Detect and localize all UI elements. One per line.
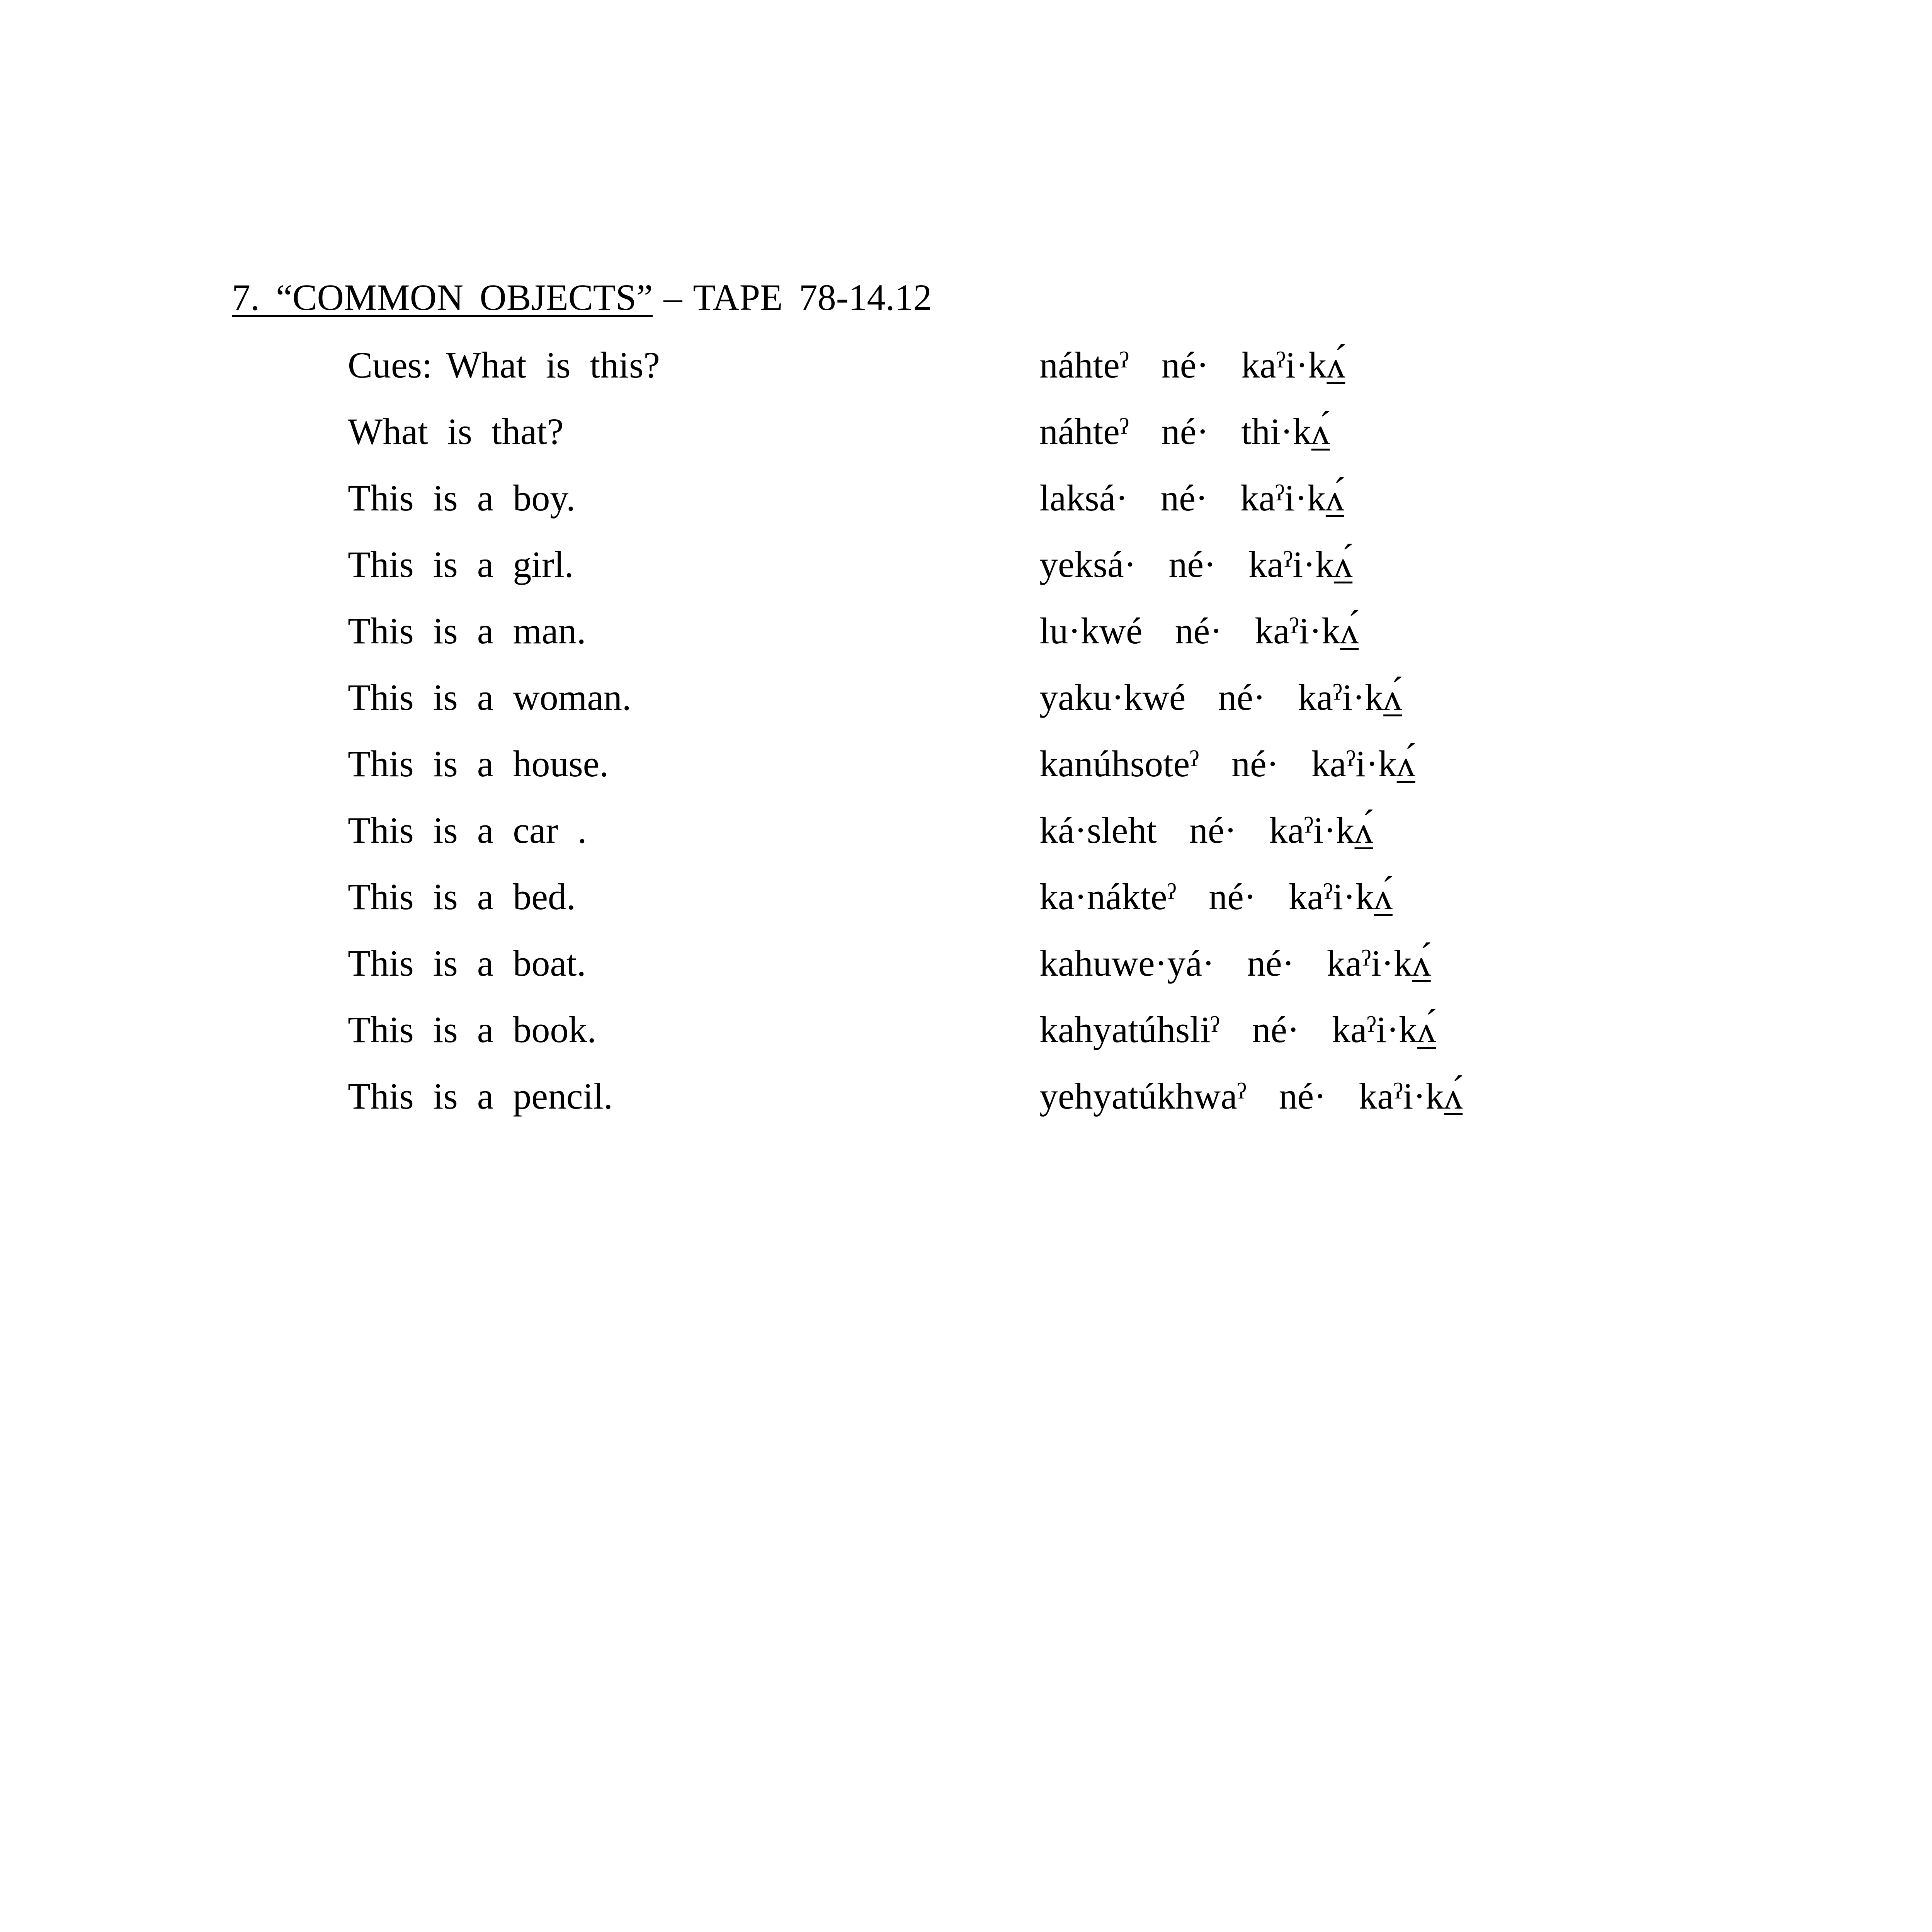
underlined-vowel: ʌ́ [1334, 544, 1353, 585]
lesson-title: “COMMON OBJECTS” [276, 277, 653, 318]
underlined-vowel: ʌ́ [1374, 876, 1393, 917]
oneida-phrase: kahuwe·yá· né· kaˀi·kʌ́ [1039, 942, 1431, 984]
oneida-phrase: laksá· né· kaˀi·kʌ́ [1039, 477, 1344, 519]
english-text: What is this? [446, 344, 660, 386]
phrase-row [0, 739, 1932, 805]
phrase-list [0, 340, 1932, 1138]
underlined-vowel: ʌ́ [1417, 1009, 1436, 1050]
oneida-phrase: yeksá· né· kaˀi·kʌ́ [1039, 544, 1353, 585]
english-phrase: This is a book. [348, 1009, 597, 1050]
phrase-row [0, 872, 1932, 938]
oneida-phrase: lu·kwé né· kaˀi·kʌ́ [1039, 610, 1359, 651]
cues-label: Cues: [348, 344, 432, 386]
english-phrase: What is that? [348, 411, 564, 452]
english-phrase: This is a car . [348, 810, 587, 851]
english-phrase: This is a house. [348, 743, 609, 784]
underlined-vowel: ʌ́ [1325, 477, 1344, 519]
oneida-phrase: ká·sleht né· kaˀi·kʌ́ [1039, 810, 1373, 851]
english-phrase: This is a pencil. [348, 1075, 613, 1117]
phrase-row [0, 406, 1932, 473]
english-phrase: This is a woman. [348, 677, 631, 718]
underlined-vowel: ʌ́ [1311, 411, 1330, 452]
lesson-number: 7. [232, 277, 260, 318]
oneida-phrase: kanúhsoteˀ né· kaˀi·kʌ́ [1039, 743, 1415, 784]
underlined-vowel: ʌ́ [1396, 743, 1415, 784]
english-phrase: This is a girl. [348, 544, 574, 585]
underlined-vowel: ʌ́ [1383, 677, 1402, 718]
oneida-phrase: ka·nákteˀ né· kaˀi·kʌ́ [1039, 876, 1393, 917]
phrase-row [0, 473, 1932, 539]
phrase-row [0, 606, 1932, 672]
heading-dash: – [663, 277, 682, 318]
lesson-heading [232, 272, 932, 323]
underlined-vowel: ʌ́ [1444, 1075, 1463, 1117]
phrase-row [0, 672, 1932, 739]
phrase-row [0, 539, 1932, 606]
phrase-row [0, 805, 1932, 872]
underlined-vowel: ʌ́ [1340, 610, 1359, 651]
english-phrase: This is a boy. [348, 477, 576, 519]
english-phrase: This is a boat. [348, 942, 586, 984]
phrase-row [0, 1005, 1932, 1071]
oneida-phrase: náhteˀ né· kaˀi·kʌ́ [1039, 344, 1345, 386]
oneida-phrase: náhteˀ né· thi·kʌ́ [1039, 411, 1330, 452]
oneida-phrase: kahyatúhsliˀ né· kaˀi·kʌ́ [1039, 1009, 1436, 1050]
underlined-vowel: ʌ́ [1412, 942, 1431, 984]
underlined-vowel: ʌ́ [1327, 344, 1345, 386]
phrase-row [0, 938, 1932, 1005]
english-phrase [348, 340, 660, 390]
english-phrase: This is a bed. [348, 876, 576, 917]
phrase-row [0, 1071, 1932, 1138]
oneida-phrase: yaku·kwé né· kaˀi·kʌ́ [1039, 677, 1402, 718]
underlined-vowel: ʌ́ [1354, 810, 1373, 851]
lesson-number-and-title [232, 277, 653, 318]
phrase-row [0, 340, 1932, 406]
english-phrase: This is a man. [348, 610, 586, 651]
oneida-phrase: yehyatúkhwaˀ né· kaˀi·kʌ́ [1039, 1075, 1463, 1117]
tape-reference: TAPE 78-14.12 [693, 277, 932, 318]
